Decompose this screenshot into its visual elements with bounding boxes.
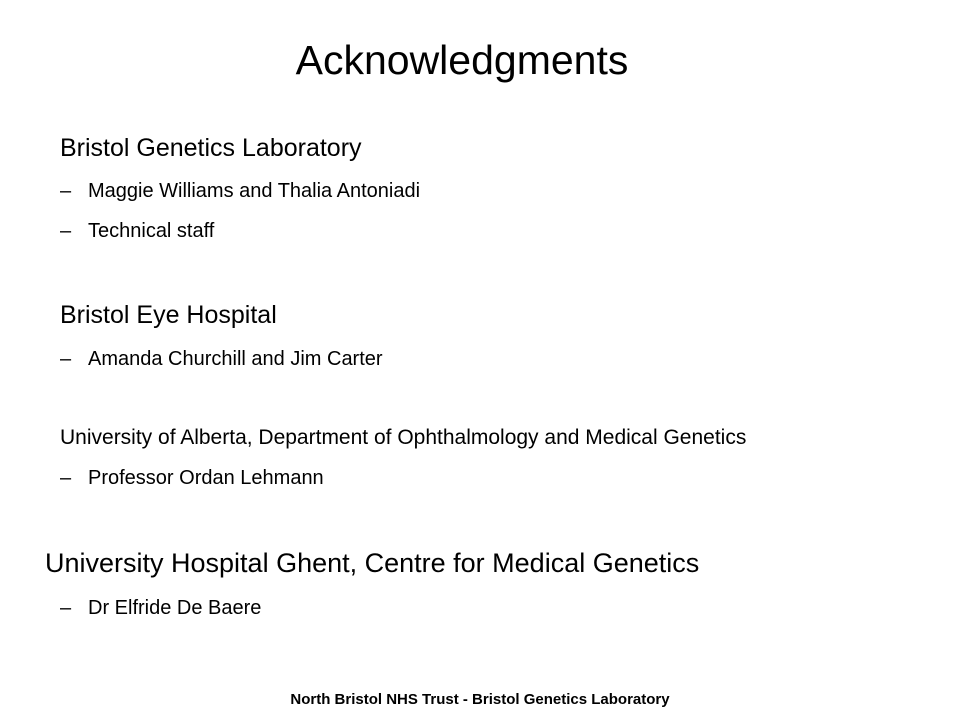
slide-footer: North Bristol NHS Trust - Bristol Genetics Laboratory <box>290 691 670 708</box>
dash-bullet: – <box>60 220 72 242</box>
list-item-text: Maggie Williams and Thalia Antoniadi <box>88 180 421 202</box>
section-heading: Bristol Genetics Laboratory <box>60 134 362 162</box>
section-heading: Bristol Eye Hospital <box>60 301 277 329</box>
list-item <box>60 218 214 244</box>
section-heading: University of Alberta, Department of Ophthalmology and Medical Genetics <box>60 426 747 449</box>
list-item <box>60 346 383 372</box>
slide-title: Acknowledgments <box>295 37 629 83</box>
section-heading: University Hospital Ghent, Centre for Medical Genetics <box>45 548 700 578</box>
list-item-text: Amanda Churchill and Jim Carter <box>88 348 383 370</box>
dash-bullet: – <box>60 348 72 370</box>
dash-bullet: – <box>60 467 72 489</box>
dash-bullet: – <box>60 597 72 619</box>
list-item-text: Professor Ordan Lehmann <box>88 467 324 489</box>
dash-bullet: – <box>60 180 72 202</box>
list-item <box>60 178 420 204</box>
list-item <box>60 595 261 621</box>
list-item-text: Technical staff <box>88 220 215 242</box>
list-item <box>60 465 324 491</box>
list-item-text: Dr Elfride De Baere <box>88 597 262 619</box>
